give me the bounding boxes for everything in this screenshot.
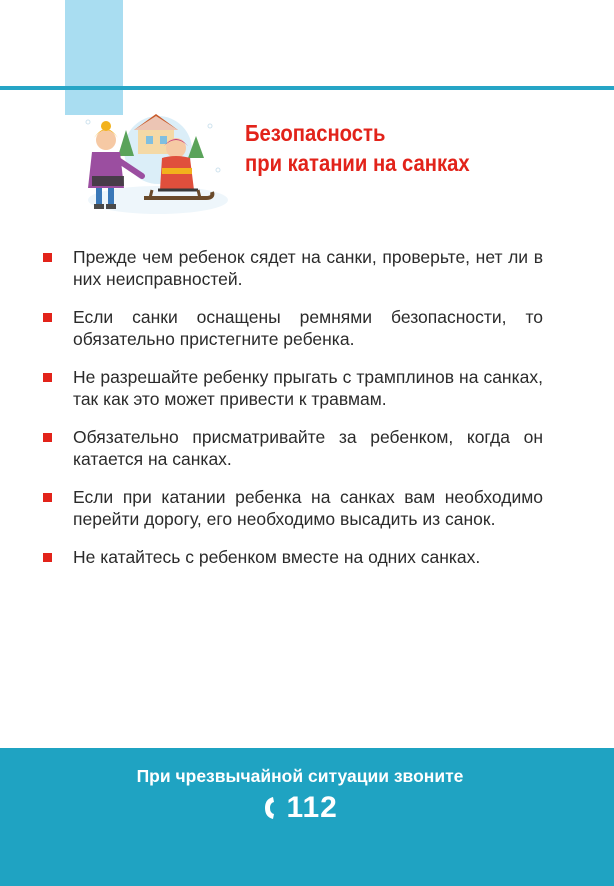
list-item <box>43 366 543 410</box>
red-square-bullet-icon <box>43 313 52 322</box>
page-title <box>245 118 470 178</box>
list-item <box>43 486 543 530</box>
tip-text: Если санки оснащены ремнями безопасности, то обязательно пристегните ребенка. <box>73 307 543 349</box>
phone-handset-icon <box>262 795 276 821</box>
red-square-bullet-icon <box>43 433 52 442</box>
red-square-bullet-icon <box>43 253 52 262</box>
children-on-sled-illustration <box>78 110 228 220</box>
list-item <box>43 426 543 470</box>
emergency-phone <box>0 790 600 825</box>
list-item <box>43 306 543 350</box>
emergency-phone-number: 112 <box>286 791 338 825</box>
header-divider-line <box>0 86 614 90</box>
page-title-line-2: при катании на санках <box>245 150 470 176</box>
safety-tips-list <box>43 246 543 584</box>
tip-text: Обязательно присматривайте за ребенком, когда он катается на санках. <box>73 427 543 469</box>
tip-text: Прежде чем ребенок сядет на санки, проверьте, нет ли в них неисправностей. <box>73 247 543 289</box>
page-title-line-1: Безопасность <box>245 120 386 146</box>
list-item <box>43 246 543 290</box>
red-square-bullet-icon <box>43 373 52 382</box>
red-square-bullet-icon <box>43 493 52 502</box>
emergency-call-text: При чрезвычайной ситуации звоните <box>136 766 464 786</box>
list-item <box>43 546 543 568</box>
tip-text: Не разрешайте ребенку прыгать с трамплинов на санках, так как это может привести к травмам. <box>73 367 543 409</box>
red-square-bullet-icon <box>43 553 52 562</box>
emergency-footer <box>0 748 614 886</box>
tip-text: Не катайтесь с ребенком вместе на одних санках. <box>73 547 481 567</box>
header-accent-stripe <box>65 0 123 115</box>
tip-text: Если при катании ребенка на санках вам необходимо перейти дорогу, его необходимо высадить из санок. <box>73 487 543 529</box>
